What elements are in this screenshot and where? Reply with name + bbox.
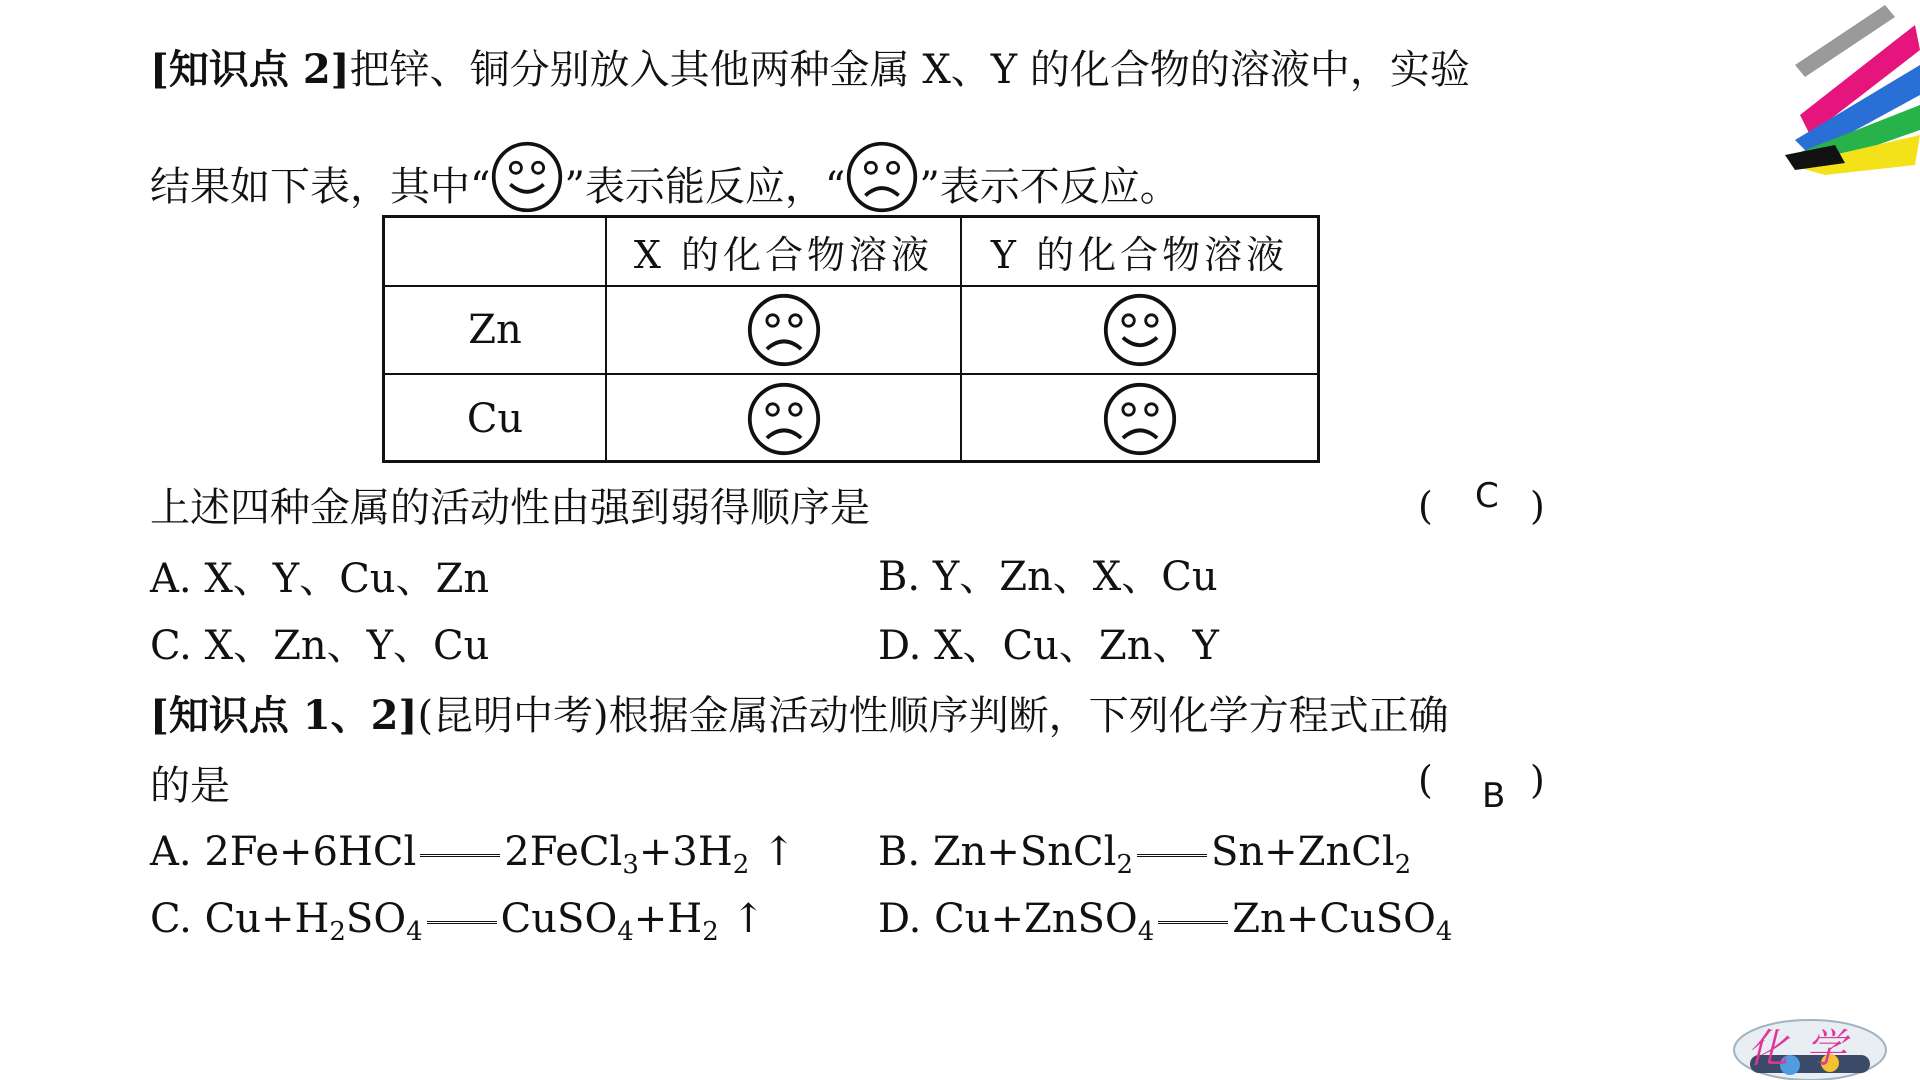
- q2-line1-text: (昆明中考)根据金属活动性顺序判断，下列化学方程式正确: [417, 693, 1449, 739]
- q2-option-d: D. Cu+ZnSO$_4$ Zn+CuSO$_4$: [878, 896, 1453, 947]
- up-arrow-icon: ↑: [749, 829, 796, 875]
- frown-icon: [746, 381, 822, 457]
- q1-option-a: A. X、Y、Cu、Zn: [150, 556, 490, 602]
- q2-answer: B: [1482, 776, 1506, 816]
- table-header-x: X 的化合物溶液: [633, 233, 934, 277]
- frown-icon: [1102, 381, 1178, 457]
- smile-icon: [1102, 292, 1178, 368]
- q1-line2: [150, 140, 1180, 214]
- q2-option-b: B. Zn+SnCl$_2$ Sn+ZnCl$_2$: [878, 829, 1412, 880]
- q1-question: 上述四种金属的活动性由强到弱得顺序是: [150, 485, 870, 531]
- chemistry-logo-text: 化学: [1748, 1026, 1864, 1072]
- q1-line2-part-b: ”表示能反应，“: [564, 164, 846, 210]
- equals-sign: [1137, 854, 1207, 857]
- reaction-table: [382, 215, 1320, 463]
- q2-option-a: A. 2Fe+6HCl $2FeCl_3+3H_2$ ↑: [150, 829, 796, 880]
- equals-sign: [427, 921, 497, 924]
- q2-tag: [知识点 1、2]: [150, 692, 418, 739]
- up-arrow-icon: ↑: [718, 896, 765, 942]
- q1-option-d: D. X、Cu、Zn、Y: [878, 623, 1219, 669]
- chemistry-logo: [1730, 1005, 1890, 1080]
- q1-paren-close: ): [1530, 484, 1545, 528]
- q1-option-c: C. X、Zn、Y、Cu: [150, 623, 490, 669]
- table-row-label-zn: Zn: [468, 307, 522, 353]
- q1-answer: C: [1475, 476, 1499, 516]
- q2-paren-close: ): [1530, 758, 1545, 802]
- q1-paren-open: (: [1418, 484, 1433, 528]
- table-cell-zn-y: [962, 287, 1317, 373]
- equals-sign: [420, 854, 500, 857]
- q2-option-c: C. $Cu+H_2SO_4$ $CuSO_4+H_2$ ↑: [150, 896, 765, 947]
- table-cell-cu-x: [607, 375, 960, 463]
- q1-option-b: B. Y、Zn、X、Cu: [878, 554, 1218, 600]
- brush-stroke-logo-icon: [1775, 5, 1920, 175]
- table-cell-cu-y: [962, 375, 1317, 463]
- table-cell-zn-x: [607, 287, 960, 373]
- smile-icon: [490, 140, 564, 214]
- table-header-y: Y 的化合物溶液: [990, 233, 1289, 277]
- q1-line1-text: 把锌、铜分别放入其他两种金属 X、Y 的化合物的溶液中，实验: [349, 47, 1470, 93]
- q1-line1: [150, 46, 1470, 94]
- frown-icon: [845, 140, 919, 214]
- frown-icon: [746, 292, 822, 368]
- q1-line2-part-a: 结果如下表，其中“: [150, 164, 491, 210]
- q2-line1: [150, 692, 1449, 740]
- q1-line2-part-c: ”表示不反应。: [919, 164, 1180, 210]
- q2-paren-open: (: [1418, 758, 1433, 802]
- equals-sign: [1158, 921, 1228, 924]
- table-row-label-cu: Cu: [466, 396, 524, 442]
- q2-line2: 的是: [150, 763, 230, 809]
- q1-tag: [知识点 2]: [150, 46, 350, 93]
